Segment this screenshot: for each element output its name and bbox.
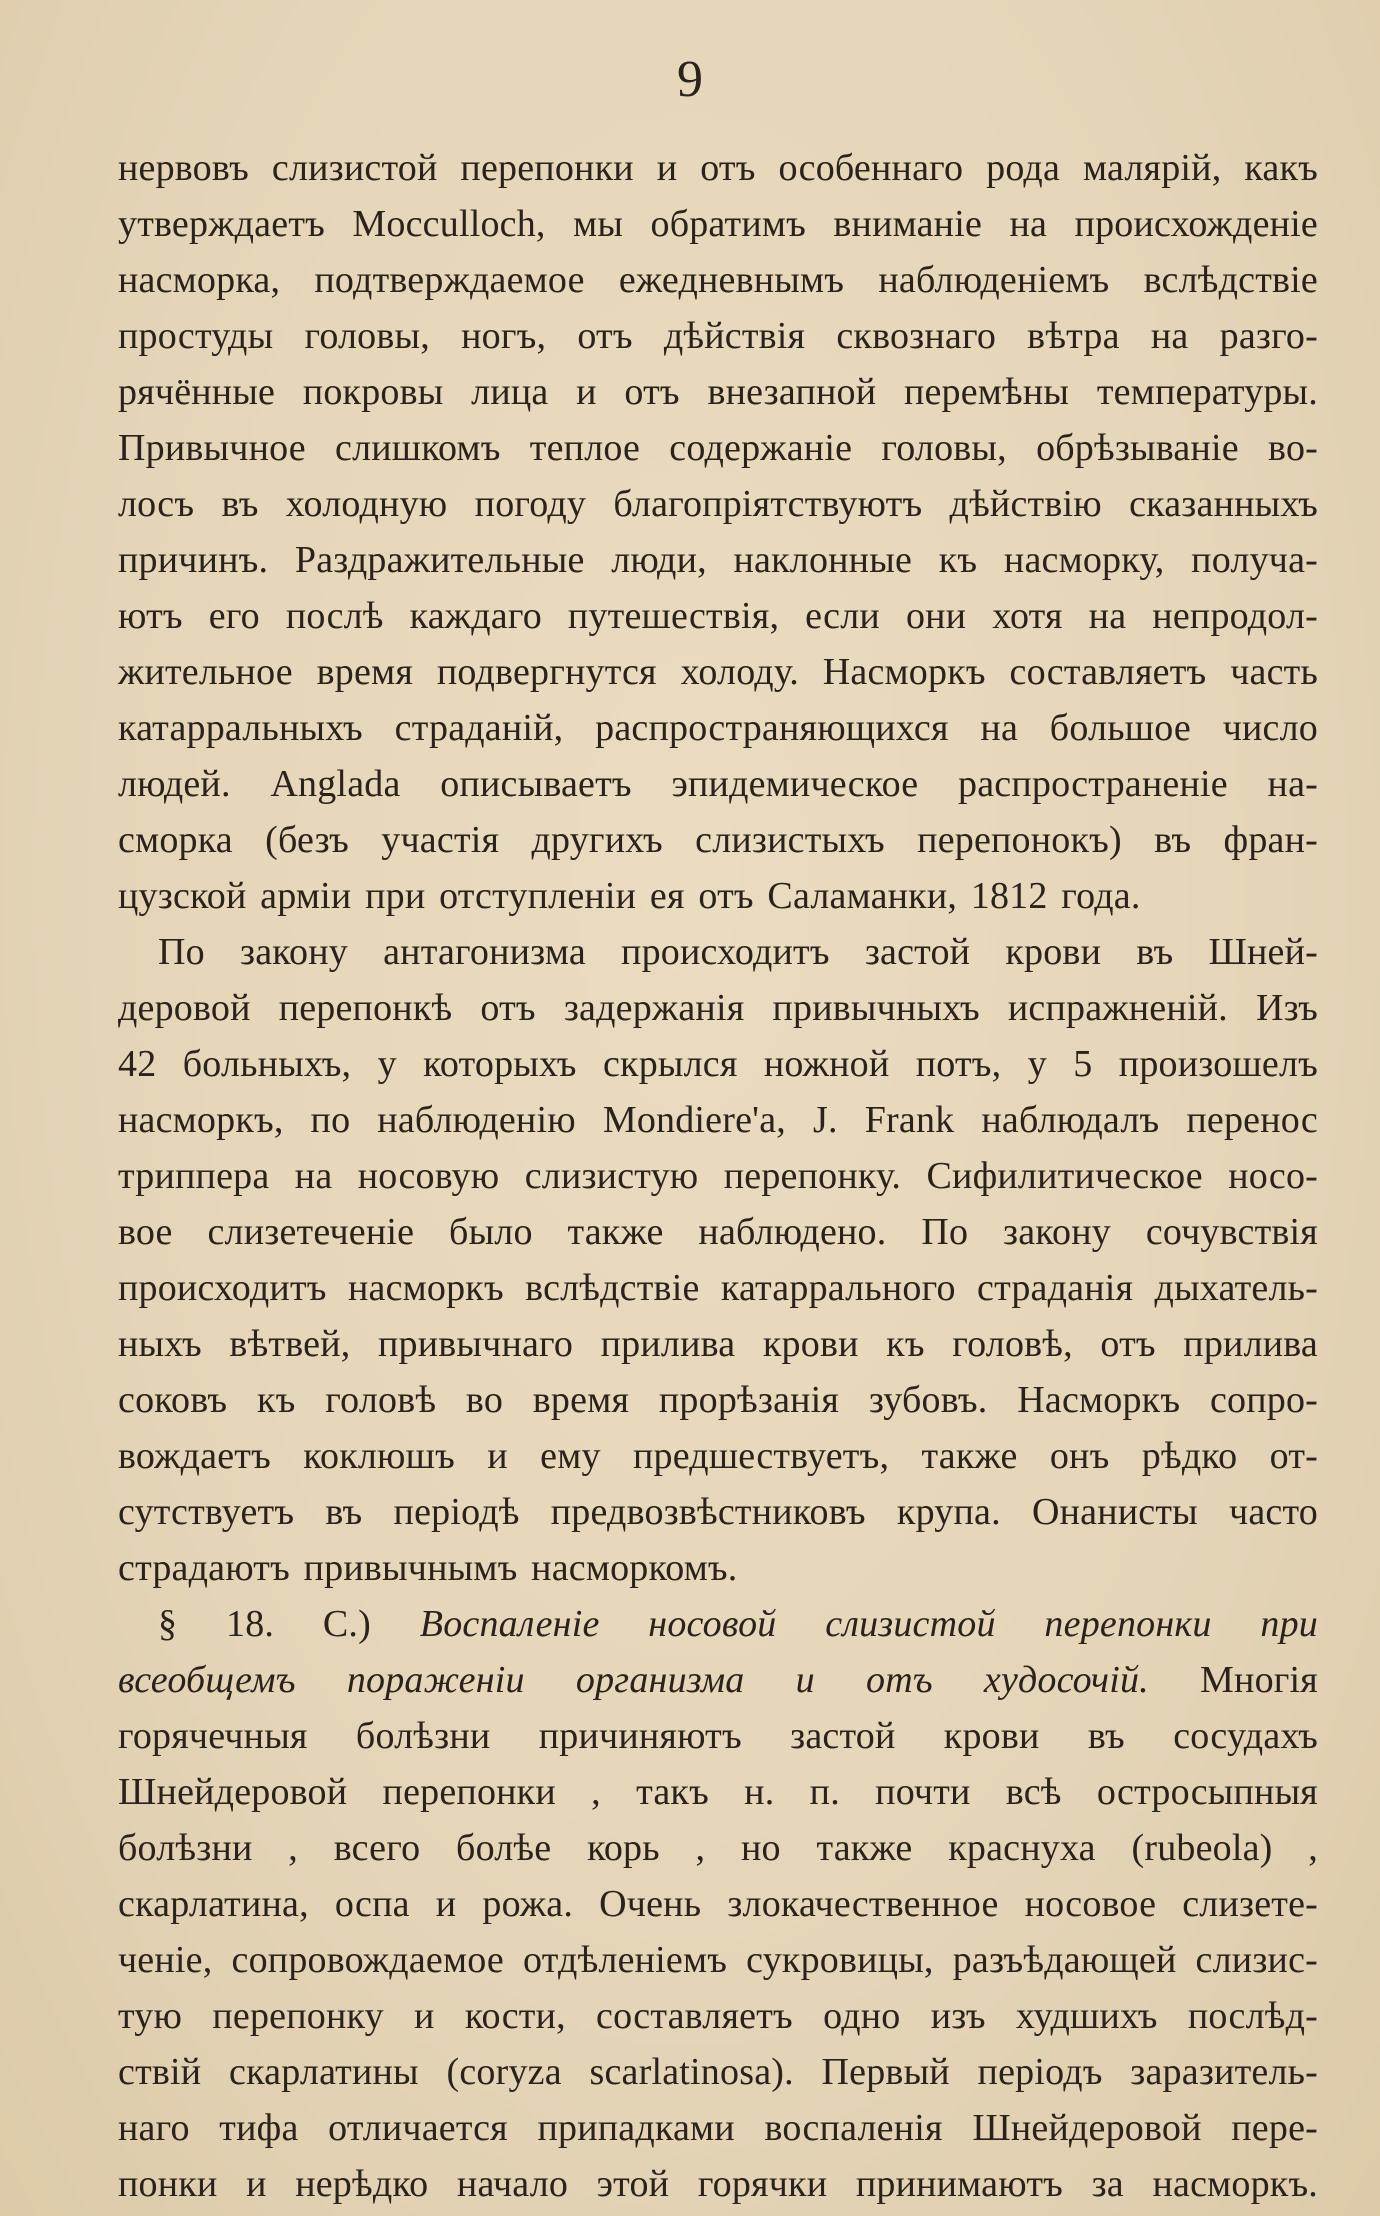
text-line: горячечныя болѣзни причиняютъ застой крови въ сосудахъ [118,1715,1318,1757]
section-heading-line [118,1596,1318,1652]
text-line: соковъ къ головѣ во время прорѣзанія зубовъ. Насморкъ сопро- [118,1379,1318,1421]
section-number: § 18. C.) [158,1603,420,1645]
text-line: тую перепонку и кости, составляетъ одно изъ худшихъ послѣд- [118,1995,1318,2037]
text-line: ютъ его послѣ каждаго путешествія, если они хотя на непродол- [118,595,1318,637]
text-line: Шнейдеровой перепонки , такъ н. п. почти всѣ остросыпныя [118,1771,1318,1813]
text-line: скарлатина, оспа и рожа. Очень злокачественное носовое слизете- [118,1883,1318,1925]
text-line: лосъ въ холодную погоду благопріятствуютъ дѣйствію сказанныхъ [118,483,1318,525]
section-title-part: всеобщемъ пораженіи организма и отъ худосочій. [118,1659,1149,1701]
text-line: цузской арміи при отступленіи ея отъ Саламанки, 1812 года. [118,875,1141,917]
text-line: По закону антагонизма происходитъ застой крови въ Шней- [158,931,1318,973]
text-line: простуды головы, ногъ, отъ дѣйствія сквознаго вѣтра на разго- [118,315,1318,357]
text-line: нервовъ слизистой перепонки и отъ особеннаго рода малярій, какъ [118,147,1318,189]
body-text [118,140,1318,2212]
page-number: 9 [677,51,703,108]
text-line: происходитъ насморкъ вслѣдствіе катаррального страданія дыхатель- [118,1267,1318,1309]
text-fragment: Многія [1148,1659,1318,1701]
text-line: жительное время подвергнутся холоду. Насморкъ составляетъ часть [118,651,1318,693]
text-line: 42 больныхъ, у которыхъ скрылся ножной потъ, у 5 произошелъ [118,1043,1318,1085]
text-line: причинъ. Раздражительные люди, наклонные къ насморку, получа- [118,539,1318,581]
text-line: триппера на носовую слизистую перепонку. Сифилитическое носо- [118,1155,1318,1197]
text-line: вое слизетеченіе было также наблюдено. По закону сочувствія [118,1211,1318,1253]
section-title-part: Воспаленіе носовой слизистой перепонки при [419,1603,1318,1645]
text-line: вождаетъ коклюшъ и ему предшествуетъ, также онъ рѣдко от- [118,1435,1318,1477]
text-line: сутствуетъ въ періодѣ предвозвѣстниковъ крупа. Онанисты часто [118,1491,1318,1533]
text-line: понки и нерѣдко начало этой горячки принимаютъ за насморкъ. [118,2163,1318,2205]
text-line: страдаютъ привычнымъ насморкомъ. [118,1547,738,1589]
text-line: наго тифа отличается припадками воспаленія Шнейдеровой пере- [118,2107,1318,2149]
text-line: деровой перепонкѣ отъ задержанія привычныхъ испражненій. Изъ [118,987,1318,1029]
text-line: утверждаетъ Mocculloch, мы обратимъ вниманіе на происхожденіе [118,203,1318,245]
text-line: катарральныхъ страданій, распространяющихся на большое число [118,707,1318,749]
text-line: болѣзни , всего болѣе корь , но также краснуха (rubeola) , [118,1827,1318,1869]
text-line: Привычное слишкомъ теплое содержаніе головы, обрѣзываніе во- [118,427,1318,469]
text-line: рячённые покровы лица и отъ внезапной перемѣны температуры. [118,371,1318,413]
section-heading-line [118,1652,1318,1708]
text-line: ныхъ вѣтвей, привычнаго прилива крови къ головѣ, отъ прилива [118,1323,1318,1365]
text-line: ствій скарлатины (coryza scarlatinosa). Первый періодъ заразитель- [118,2051,1318,2093]
text-line: сморка (безъ участія другихъ слизистыхъ перепонокъ) въ фран- [118,819,1318,861]
text-line: ченіе, сопровождаемое отдѣленіемъ сукровицы, разъѣдающей слизис- [118,1939,1318,1981]
text-line: людей. Anglada описываетъ эпидемическое распространеніе на- [118,763,1318,805]
text-line: насморка, подтверждаемое ежедневнымъ наблюденіемъ вслѣдствіе [118,259,1318,301]
text-line: насморкъ, по наблюденію Mondiere'a, J. Frank наблюдалъ перенос [118,1099,1318,1141]
